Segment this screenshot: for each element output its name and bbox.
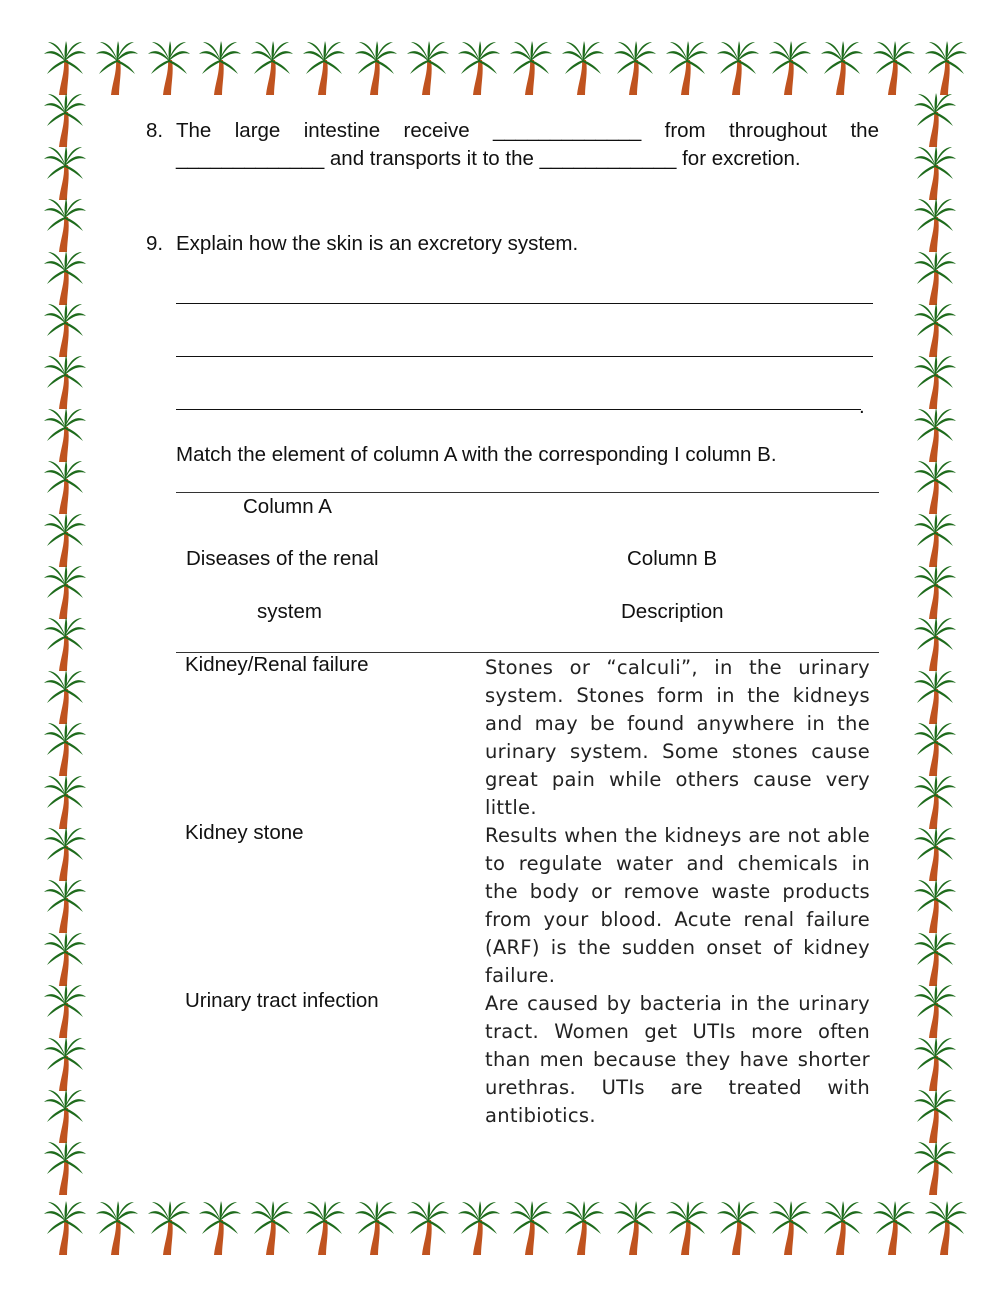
palm-tree-icon xyxy=(457,1200,501,1256)
palm-tree-icon xyxy=(820,40,864,96)
palm-tree-icon xyxy=(913,354,957,410)
question-9-text: Explain how the skin is an excretory system. xyxy=(176,232,579,255)
palm-tree-icon xyxy=(509,1200,553,1256)
palm-tree-icon xyxy=(913,1036,957,1092)
palm-tree-icon xyxy=(43,826,87,882)
row-3-description[interactable]: Are caused by bacteria in the urinary tract. Women get UTIs more often than men because they have shorter urethras. UTIs are treated with antibiotics. xyxy=(485,992,870,1127)
palm-tree-icon xyxy=(43,931,87,987)
column-a-subtitle-2: system xyxy=(257,600,322,623)
palm-tree-icon xyxy=(95,40,139,96)
palm-tree-icon xyxy=(302,40,346,96)
row-3-term[interactable]: Urinary tract infection xyxy=(185,989,379,1012)
palm-tree-icon xyxy=(561,1200,605,1256)
palm-tree-icon xyxy=(43,1140,87,1196)
palm-tree-icon xyxy=(406,1200,450,1256)
palm-tree-icon xyxy=(43,721,87,777)
palm-tree-icon xyxy=(913,1088,957,1144)
palm-tree-icon xyxy=(509,40,553,96)
palm-tree-icon xyxy=(872,40,916,96)
palm-tree-icon xyxy=(665,1200,709,1256)
column-a-title: Column A xyxy=(243,495,332,518)
palm-tree-icon xyxy=(913,302,957,358)
palm-tree-icon xyxy=(43,302,87,358)
palm-tree-icon xyxy=(43,512,87,568)
palm-tree-icon xyxy=(406,40,450,96)
palm-tree-icon xyxy=(198,1200,242,1256)
palm-tree-icon xyxy=(913,931,957,987)
palm-tree-icon xyxy=(43,564,87,620)
palm-tree-icon xyxy=(716,1200,760,1256)
palm-tree-icon xyxy=(913,983,957,1039)
palm-tree-icon xyxy=(820,1200,864,1256)
palm-tree-icon xyxy=(43,1036,87,1092)
palm-tree-icon xyxy=(913,407,957,463)
palm-tree-icon xyxy=(43,459,87,515)
palm-tree-icon xyxy=(43,1088,87,1144)
answer-line-3[interactable] xyxy=(176,409,861,410)
palm-tree-icon xyxy=(768,1200,812,1256)
row-1-description[interactable]: Stones or “calculi”, in the urinary system. Stones form in the kidneys and may be found anywhere in the urinary system. Some stones cause great pain while others cause very little. xyxy=(485,656,870,819)
palm-tree-icon xyxy=(43,197,87,253)
palm-tree-icon xyxy=(147,1200,191,1256)
palm-tree-icon xyxy=(913,1140,957,1196)
column-b-title: Column B xyxy=(627,547,718,570)
palm-tree-icon xyxy=(43,145,87,201)
answer-line-1[interactable] xyxy=(176,303,873,304)
palm-tree-icon xyxy=(354,40,398,96)
palm-tree-icon xyxy=(913,92,957,148)
palm-tree-icon xyxy=(147,40,191,96)
palm-tree-icon xyxy=(561,40,605,96)
palm-tree-icon xyxy=(43,1200,87,1256)
palm-tree-icon xyxy=(302,1200,346,1256)
palm-tree-icon xyxy=(913,669,957,725)
palm-tree-icon xyxy=(924,1200,968,1256)
palm-tree-icon xyxy=(354,1200,398,1256)
palm-tree-icon xyxy=(913,721,957,777)
palm-tree-icon xyxy=(913,826,957,882)
palm-tree-icon xyxy=(913,459,957,515)
palm-tree-icon xyxy=(913,774,957,830)
palm-tree-icon xyxy=(43,92,87,148)
palm-tree-icon xyxy=(43,616,87,672)
palm-tree-icon xyxy=(716,40,760,96)
palm-tree-icon xyxy=(457,40,501,96)
palm-tree-icon xyxy=(913,512,957,568)
palm-tree-icon xyxy=(613,40,657,96)
palm-tree-icon xyxy=(43,250,87,306)
palm-tree-icon xyxy=(43,878,87,934)
palm-tree-icon xyxy=(665,40,709,96)
palm-tree-icon xyxy=(924,40,968,96)
palm-tree-icon xyxy=(872,1200,916,1256)
match-instruction: Match the element of column A with the corresponding I column B. xyxy=(176,443,777,466)
palm-tree-icon xyxy=(43,983,87,1039)
palm-tree-icon xyxy=(250,40,294,96)
column-b-subtitle: Description xyxy=(621,600,724,623)
answer-line-2[interactable] xyxy=(176,356,873,357)
row-2-description[interactable]: Results when the kidneys are not able to regulate water and chemicals in the body or remove waste products from your blood. Acute renal failure (ARF) is the sudden onset of kidney failure. xyxy=(485,824,870,987)
question-8-number: 8. xyxy=(146,119,164,142)
question-8-line-1: The large intestine receive _____________ from throughout the xyxy=(176,119,879,142)
palm-tree-icon xyxy=(95,1200,139,1256)
palm-tree-icon xyxy=(43,354,87,410)
answer-end-period: . xyxy=(859,395,865,418)
column-a-subtitle-1: Diseases of the renal xyxy=(186,547,379,570)
table-top-rule xyxy=(176,492,879,493)
palm-tree-icon xyxy=(43,774,87,830)
palm-tree-icon xyxy=(913,878,957,934)
row-2-term[interactable]: Kidney stone xyxy=(185,821,304,844)
palm-tree-icon xyxy=(198,40,242,96)
palm-tree-icon xyxy=(43,407,87,463)
palm-tree-icon xyxy=(43,669,87,725)
question-9-number: 9. xyxy=(146,232,164,255)
palm-tree-icon xyxy=(250,1200,294,1256)
palm-tree-icon xyxy=(613,1200,657,1256)
palm-tree-icon xyxy=(768,40,812,96)
palm-tree-icon xyxy=(913,564,957,620)
palm-tree-icon xyxy=(913,250,957,306)
palm-tree-icon xyxy=(913,145,957,201)
palm-tree-icon xyxy=(913,197,957,253)
palm-tree-icon xyxy=(913,616,957,672)
row-1-term[interactable]: Kidney/Renal failure xyxy=(185,653,369,676)
palm-tree-icon xyxy=(43,40,87,96)
question-8-line-2: _____________ and transports it to the ____________ for excretion. xyxy=(176,147,801,170)
